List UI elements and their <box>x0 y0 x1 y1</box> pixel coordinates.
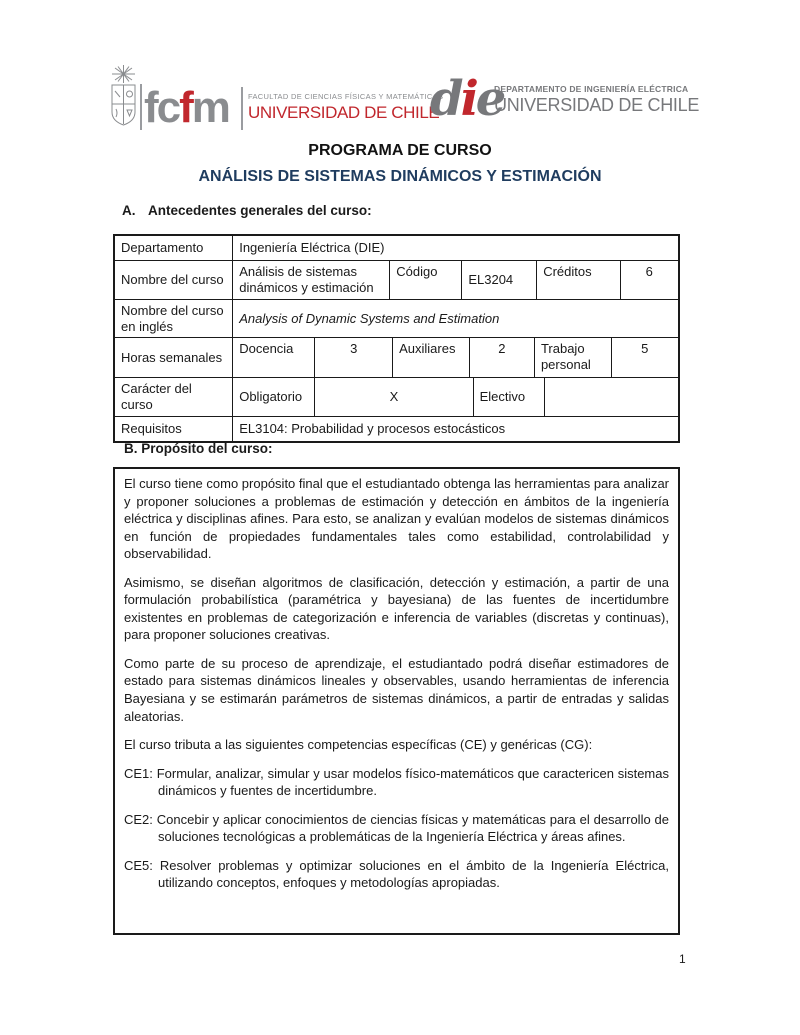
die-letter: e <box>475 71 504 127</box>
electivo-value-cell <box>545 378 678 416</box>
table-row-requisitos <box>115 417 678 441</box>
competencia-text: Resolver problemas y optimizar soluciones en el ámbito de la Ingeniería Eléctrica, utilizando conceptos, enfoques y metodologías apropiadas. <box>158 857 669 891</box>
die-letter: i <box>460 71 476 127</box>
departamento-value-cell: Ingeniería Eléctrica (DIE) <box>239 240 385 256</box>
section-a-title: Antecedentes generales del curso: <box>148 203 372 218</box>
nombre-value-cell: Análisis de sistemas dinámicos y estimación <box>233 261 390 299</box>
competencia-code: CE2: <box>124 811 153 827</box>
auxiliares-label-cell: Auxiliares <box>393 338 470 377</box>
fcfm-letter: m <box>191 83 229 132</box>
table-row-horas <box>115 338 678 378</box>
competencia-text: Concebir y aplicar conocimientos de ciencias físicas y matemáticas para el desarrollo de soluciones tecnológicas a problemáticas de la Ingeniería Eléctrica y áreas afines. <box>156 811 669 845</box>
departamento-label-cell: Departamento <box>115 236 233 260</box>
course-info-table <box>113 234 680 443</box>
die-logo-text <box>494 84 699 114</box>
competencia-ce2 <box>124 811 669 846</box>
codigo-label-cell: Código <box>390 261 462 299</box>
section-a-heading <box>122 203 372 218</box>
creditos-value-cell: 6 <box>645 264 653 279</box>
purpose-paragraph: Como parte de su proceso de aprendizaje, el estudiantado podrá diseñar estimadores de estado para sistemas dinámicos lineales y observables, usando herramientas de inferencia Bayesiana y se estimarán parámetros de sistemas dinámicos, a partir de entradas y salidas aleatorias. <box>124 655 669 724</box>
faculty-name: FACULTAD DE CIENCIAS FÍSICAS Y MATEMÁTICAS <box>248 92 444 101</box>
obligatorio-value-cell: X <box>315 378 473 416</box>
competencia-code: CE1: <box>124 765 153 781</box>
purpose-paragraph: El curso tiene como propósito final que el estudiantado obtenga las herramientas para analizar y proponer soluciones a problemas de estimación y detección en ámbitos de la ingeniería eléctrica y disciplinas afines. Para esto, se analizan y evalúan modelos de sistemas dinámicos en función de propiedades fundamentales tales como estabilidad, controlabilidad y observabilidad. <box>124 476 669 562</box>
section-b-heading: B. Propósito del curso: <box>124 441 273 456</box>
title-block <box>0 142 800 186</box>
page-number: 1 <box>679 952 686 966</box>
electivo-label-cell: Electivo <box>474 378 546 416</box>
table-row-departamento <box>115 236 678 261</box>
fcfm-letter: c <box>156 83 180 132</box>
horas-label-cell: Horas semanales <box>115 338 233 377</box>
table-row-nombre-ingles <box>115 300 678 339</box>
requisitos-label-cell: Requisitos <box>115 417 233 441</box>
caracter-label-cell: Carácter del curso <box>115 378 233 416</box>
nombre-ingles-value-cell: Analysis of Dynamic Systems and Estimation <box>239 310 500 326</box>
docencia-value-cell: 3 <box>315 338 393 377</box>
purpose-paragraph: El curso tributa a las siguientes competencias específicas (CE) y genéricas (CG): <box>124 737 593 753</box>
codigo-value-cell: EL3204 <box>462 261 537 299</box>
competencia-ce5 <box>124 857 669 892</box>
nombre-ingles-label-cell: Nombre del curso en inglés <box>115 300 233 338</box>
department-name: DEPARTAMENTO DE INGENIERÍA ELÉCTRICA <box>494 84 689 94</box>
universidad-de-chile-crest-icon <box>108 64 139 128</box>
table-row-nombre <box>115 261 678 300</box>
competencia-text: Formular, analizar, simular y usar modelos físico-matemáticos que caractericen sistemas dinámicos y fuentes de incertidumbre. <box>156 765 669 799</box>
section-a-letter: A. <box>122 203 136 218</box>
auxiliares-value-cell: 2 <box>470 338 535 377</box>
nombre-label-cell: Nombre del curso <box>115 261 233 299</box>
university-name: UNIVERSIDAD DE CHILE <box>248 103 440 122</box>
fcfm-logo-text <box>248 92 443 121</box>
course-title: ANÁLISIS DE SISTEMAS DINÁMICOS Y ESTIMACIÓN <box>198 168 602 185</box>
trabajo-label-cell: Trabajo personal <box>535 338 612 377</box>
logo-divider <box>241 87 243 130</box>
fcfm-letter: f <box>179 83 192 132</box>
table-row-caracter <box>115 378 678 417</box>
creditos-label-cell: Créditos <box>537 261 620 299</box>
logo-divider <box>140 84 142 130</box>
document-title: PROGRAMA DE CURSO <box>308 142 492 159</box>
obligatorio-label-cell: Obligatorio <box>233 378 315 416</box>
competencia-ce1 <box>124 765 669 800</box>
purpose-paragraph: Asimismo, se diseñan algoritmos de clasificación, detección y estimación, a partir de una formulación probabilística (paramétrica y bayesiana) de las fuentes de incertidumbre existentes en problemas de categorización e inferencia de variables (discretas y continuas), para proponer soluciones creativas. <box>124 574 669 643</box>
requisitos-value-cell: EL3104: Probabilidad y procesos estocásticos <box>239 421 506 437</box>
competencia-code: CE5: <box>124 857 153 873</box>
docencia-label-cell: Docencia <box>233 338 315 377</box>
university-name: UNIVERSIDAD DE CHILE <box>494 95 700 115</box>
fcfm-wordmark <box>144 85 229 131</box>
purpose-box <box>113 467 680 935</box>
trabajo-value-cell: 5 <box>641 341 649 357</box>
die-wordmark <box>430 71 504 127</box>
die-letter: d <box>430 71 461 127</box>
fcfm-letter: f <box>144 83 157 132</box>
